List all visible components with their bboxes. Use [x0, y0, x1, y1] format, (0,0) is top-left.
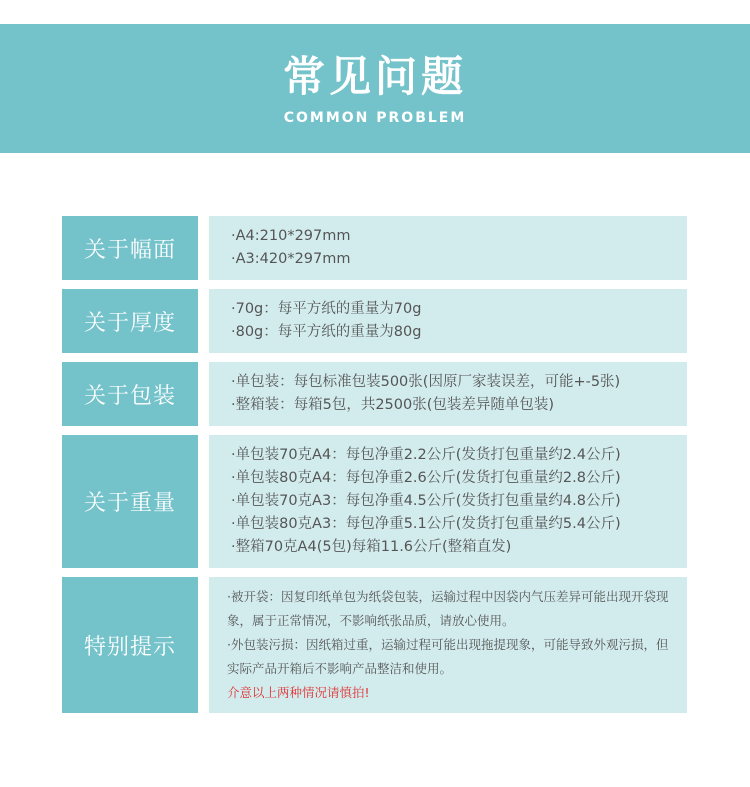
section-content — [209, 216, 687, 280]
content-line: ·70g：每平方纸的重量为70g — [231, 301, 422, 317]
section-weight — [62, 435, 687, 568]
content-line: ·A3:420*297mm — [231, 251, 351, 267]
content-line: ·单包装：每包标准包装500张(因原厂家装误差，可能+-5张) — [231, 374, 621, 390]
section-label: 关于包装 — [62, 362, 198, 426]
content-line: ·A4:210*297mm — [231, 228, 351, 244]
content-line: ·被开袋：因复印纸单包为纸袋包装，运输过程中因袋内气压差异可能出现开袋现象，属于正常情况，不影响纸张品质，请放心使用。 — [227, 589, 669, 628]
section-content — [209, 577, 687, 713]
warning-text: 介意以上两种情况请慎拍! — [227, 685, 370, 700]
content-line: ·80g：每平方纸的重量为80g — [231, 324, 422, 340]
section-label: 关于幅面 — [62, 216, 198, 280]
section-label: 特别提示 — [62, 577, 198, 713]
section-label: 关于厚度 — [62, 289, 198, 353]
content-line: ·单包装80克A3：每包净重5.1公斤(发货打包重量约5.4公斤) — [231, 516, 621, 532]
content-line: ·整箱装：每箱5包，共2500张(包装差异随单包装) — [231, 397, 555, 413]
page-subtitle: COMMON PROBLEM — [283, 110, 467, 126]
section-content — [209, 289, 687, 353]
section-packaging — [62, 362, 687, 426]
page-title: 常见问题 — [282, 52, 467, 101]
section-thickness — [62, 289, 687, 353]
page-header — [0, 24, 750, 153]
section-content — [209, 362, 687, 426]
content-line: ·外包装污损：因纸箱过重，运输过程可能出现拖提现象，可能导致外观污损，但实际产品开箱后不影响产品整洁和使用。 — [227, 637, 669, 676]
section-content — [209, 435, 687, 568]
section-label: 关于重量 — [62, 435, 198, 568]
content-line: ·整箱70克A4(5包)每箱11.6公斤(整箱直发) — [231, 539, 512, 555]
content-line: ·单包装70克A3：每包净重4.5公斤(发货打包重量约4.8公斤) — [231, 493, 621, 509]
content-line: ·单包装70克A4：每包净重2.2公斤(发货打包重量约2.4公斤) — [231, 447, 621, 463]
section-notice — [62, 577, 687, 713]
section-size — [62, 216, 687, 280]
content-line: ·单包装80克A4：每包净重2.6公斤(发货打包重量约2.8公斤) — [231, 470, 621, 486]
